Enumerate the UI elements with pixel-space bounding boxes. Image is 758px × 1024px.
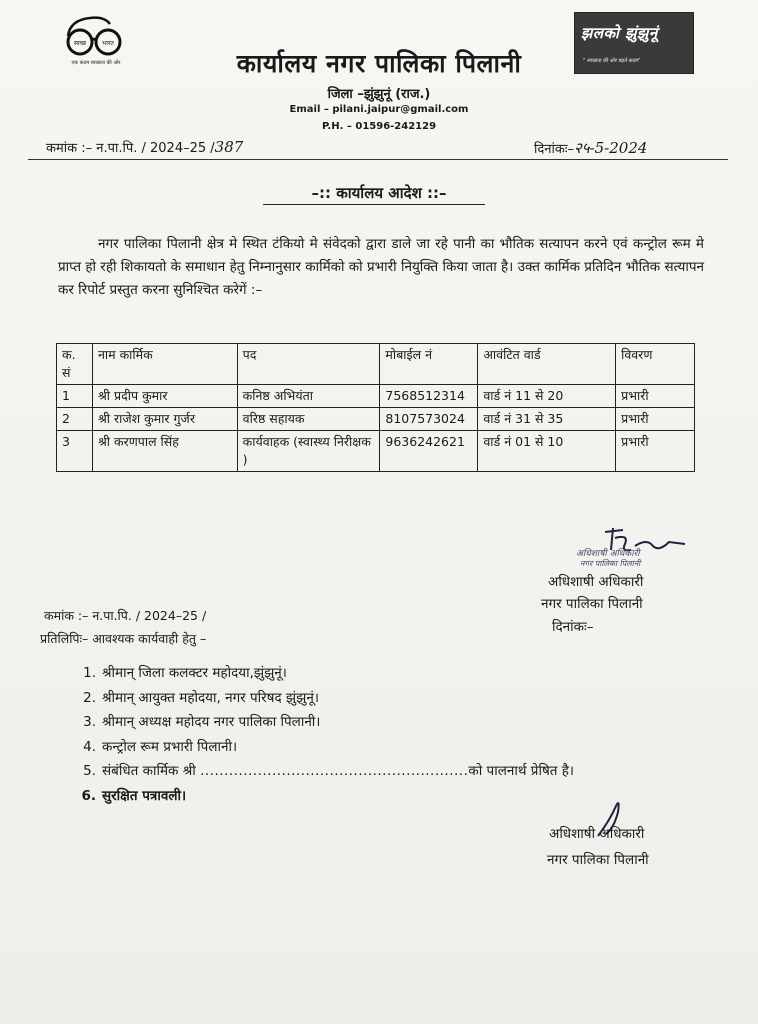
order-body: नगर पालिका पिलानी क्षेत्र मे स्थित टंकियो मे संवेदको द्वारा डाले जा रहे पानी का भौतिक सत्यापन करने एवं कन्ट्रोल रूम मे प्राप्त हो रही शिकायतो के समाधान हेतु निम्नानुसार कार्मिको को प्रभारी नियुक्ति किया जाता है। उक्त कार्मिक प्रतिदिन भौतिक सत्यापन कर रिपोर्ट प्रस्तुत करना सुनिश्चित करेगें :– xyxy=(58,236,704,298)
table-row xyxy=(57,431,695,472)
stamp-text: अधिशाषी अधिकारी xyxy=(576,549,640,559)
handwritten-number: 387 xyxy=(214,138,244,156)
cell: 9636242621 xyxy=(380,431,478,472)
cell: प्रभारी xyxy=(616,385,695,408)
cell: वार्ड नं 31 से 35 xyxy=(478,408,616,431)
phone-line: P.H. – 01596-242129 xyxy=(321,121,437,132)
blank-line: ........................................................ xyxy=(200,763,469,779)
reference-number: कमांक :– न.पा.पि. / 2024–25 /387 xyxy=(46,138,244,156)
logo-tagline: एक कदम स्वच्छता की ओर xyxy=(71,60,121,66)
signatory-title: अधिशाषी अधिकारी xyxy=(549,826,645,842)
copy-list xyxy=(76,661,574,808)
signatory-title: अधिशाषी अधिकारी xyxy=(548,574,644,590)
stamp-text: नगर पालिका पिलानी xyxy=(580,559,641,568)
list-item: 2. श्रीमान् आयुक्त महोदया, नगर परिषद झुंझुनूं। xyxy=(83,689,319,706)
signatory-office: नगर पालिका पिलानी xyxy=(541,596,643,612)
cell: 3 xyxy=(57,431,93,472)
col-mobile: मोबाईल नं xyxy=(380,344,478,385)
col-serial: क. सं xyxy=(57,344,93,385)
order-subject: –:: कार्यालय आदेश ::– xyxy=(311,184,447,202)
list-item: 4. कन्ट्रोल रूम प्रभारी पिलानी। xyxy=(83,738,238,755)
copy-reference-number: कमांक :– न.पा.पि. / 2024–25 / xyxy=(44,608,207,623)
cell: श्री प्रदीप कुमार xyxy=(92,385,237,408)
cell: वार्ड नं 01 से 10 xyxy=(478,431,616,472)
cell: 2 xyxy=(57,408,93,431)
reference-date: दिनांकः–२५-5-2024 xyxy=(534,139,648,157)
cell: 1 xyxy=(57,385,93,408)
signatory-office: नगर पालिका पिलानी xyxy=(547,852,649,868)
logo-title: झलको झुंझुनूं xyxy=(581,24,658,42)
col-name: नाम कार्मिक xyxy=(92,344,237,385)
col-ward: आवंटित वार्ड xyxy=(478,344,616,385)
header-divider xyxy=(28,159,728,160)
cell: वरिष्ठ सहायक xyxy=(237,408,380,431)
cell: 7568512314 xyxy=(380,385,478,408)
col-remarks: विवरण xyxy=(616,344,695,385)
list-item: 1. श्रीमान् जिला कलक्टर महोदया,झुंझुनूं। xyxy=(83,665,287,681)
cell: वार्ड नं 11 से 20 xyxy=(478,385,616,408)
signature-block-1 xyxy=(540,524,710,594)
signatory-date: दिनांकः– xyxy=(552,619,594,635)
svg-text:भारत: भारत xyxy=(102,40,114,47)
copy-heading: प्रतिलिपिः– आवश्यक कार्यवाही हेतु – xyxy=(40,631,207,646)
email-line: Email – pilani.jaipur@gmail.com xyxy=(289,104,469,115)
cell: प्रभारी xyxy=(616,408,695,431)
cell: प्रभारी xyxy=(616,431,695,472)
table-row xyxy=(57,385,695,408)
district-line: जिला –झुंझुनूं (राज.) xyxy=(327,87,431,102)
logo-subtitle: " स्वच्छता की ओर बढ़ते कदम" xyxy=(583,58,641,64)
list-item: 5. संबंधित कार्मिक श्री ........................................................को पालनार्थ प्रेषित है। xyxy=(83,763,575,779)
list-item: 3. श्रीमान् अध्यक्ष महोदय नगर पालिका पिलानी। xyxy=(83,714,321,730)
list-item: 6. सुरक्षित पत्रावली। xyxy=(81,787,187,804)
col-post: पद xyxy=(237,344,380,385)
staff-table xyxy=(56,343,695,472)
subject-underline xyxy=(263,204,485,205)
handwritten-date: २५-5-2024 xyxy=(573,139,648,157)
signature-block-2 xyxy=(547,808,717,888)
cell: श्री राजेश कुमार गुर्जर xyxy=(92,408,237,431)
cell: कार्यवाहक (स्वास्थ्य निरीक्षक ) xyxy=(237,431,380,472)
cell: 8107573024 xyxy=(380,408,478,431)
cell: श्री करणपाल सिंह xyxy=(92,431,237,472)
table-header-row xyxy=(57,344,695,385)
office-title: कार्यालय नगर पालिका पिलानी xyxy=(236,49,522,78)
table-row xyxy=(57,408,695,431)
svg-text:स्वच्छ: स्वच्छ xyxy=(73,40,87,47)
cell: कनिष्ठ अभियंता xyxy=(237,385,380,408)
